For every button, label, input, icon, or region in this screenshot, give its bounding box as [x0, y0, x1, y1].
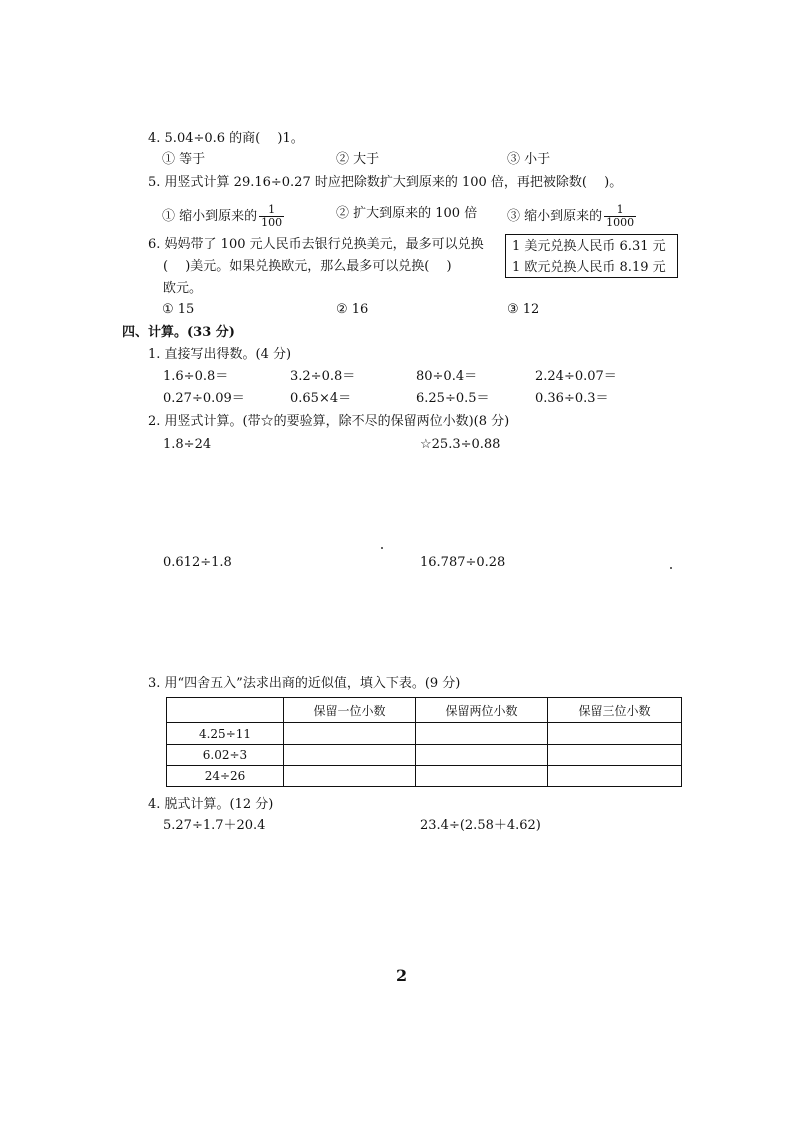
q5-stem: 5. 用竖式计算 29.16÷0.27 时应把除数扩大到原来的 100 倍，再把被除数( )。	[148, 175, 623, 190]
table-header-row	[167, 698, 682, 723]
fraction-numerator: 1	[259, 204, 284, 217]
fraction-numerator: 1	[604, 204, 636, 217]
fraction-one-hundredth	[259, 204, 284, 229]
row-label: 24÷26	[167, 765, 284, 786]
vertical-calc-problem: 16.787÷0.28	[420, 555, 506, 570]
section-4-title: 四、计算。(33 分)	[122, 325, 235, 340]
q6-option-2: ② 16	[336, 302, 369, 317]
eur-rate: 1 欧元兑换人民币 8.19 元	[512, 260, 666, 275]
scan-speck	[670, 567, 672, 569]
q5-option-2: ② 扩大到原来的 100 倍	[336, 206, 478, 221]
mental-calc: 2.24÷0.07＝	[535, 369, 617, 384]
q6-line-3: 欧元。	[163, 281, 203, 296]
mental-calc: 3.2÷0.8＝	[290, 369, 356, 384]
q4-option-2: ② 大于	[336, 152, 380, 167]
mental-calc: 80÷0.4＝	[416, 369, 478, 384]
answer-cell[interactable]	[284, 765, 416, 786]
table-header-cell: 保留三位小数	[548, 698, 682, 723]
q6-line-2: ( )美元。如果兑换欧元，那么最多可以兑换( )	[163, 259, 452, 274]
mental-calc: 0.36÷0.3＝	[535, 391, 609, 406]
table-header-cell: 保留一位小数	[284, 698, 416, 723]
mental-calc: 0.65×4＝	[290, 391, 352, 406]
fraction-denominator: 100	[261, 216, 283, 229]
mental-calc: 0.27÷0.09＝	[163, 391, 245, 406]
q4-stem: 4. 5.04÷0.6 的商( )1。	[148, 131, 304, 146]
q5-option-3	[507, 204, 636, 229]
rounding-table	[166, 697, 682, 787]
table-row	[167, 765, 682, 786]
vertical-calc-problem: ☆25.3÷0.88	[420, 437, 501, 452]
table-row	[167, 723, 682, 744]
scan-speck	[381, 547, 383, 549]
table-row	[167, 744, 682, 765]
step-calc-problem: 5.27÷1.7＋20.4	[163, 818, 266, 833]
answer-cell[interactable]	[416, 723, 548, 744]
part-4-title: 4. 脱式计算。(12 分)	[148, 797, 274, 812]
exchange-rate-box	[505, 234, 678, 278]
part-2-title: 2. 用竖式计算。(带☆的要验算，除不尽的保留两位小数)(8 分)	[148, 414, 510, 429]
answer-cell[interactable]	[416, 765, 548, 786]
answer-cell[interactable]	[548, 744, 682, 765]
q6-line-1: 6. 妈妈带了 100 元人民币去银行兑换美元，最多可以兑换	[148, 237, 484, 252]
part-1-title: 1. 直接写出得数。(4 分)	[148, 347, 292, 362]
fraction-one-thousandth	[604, 204, 636, 229]
q6-option-1: ① 15	[162, 302, 195, 317]
answer-cell[interactable]	[284, 723, 416, 744]
answer-cell[interactable]	[416, 744, 548, 765]
step-calc-problem: 23.4÷(2.58＋4.62)	[420, 818, 541, 833]
row-label: 4.25÷11	[167, 723, 284, 744]
q4-option-3: ③ 小于	[507, 152, 551, 167]
table-header-cell: 保留两位小数	[416, 698, 548, 723]
answer-cell[interactable]	[548, 723, 682, 744]
answer-cell[interactable]	[284, 744, 416, 765]
vertical-calc-problem: 0.612÷1.8	[163, 555, 232, 570]
mental-calc: 6.25÷0.5＝	[416, 391, 490, 406]
mental-calc: 1.6÷0.8＝	[163, 369, 229, 384]
answer-cell[interactable]	[548, 765, 682, 786]
q6-option-3: ③ 12	[507, 302, 540, 317]
q5-option-3-text: ③ 缩小到原来的	[507, 209, 603, 224]
fraction-denominator: 1000	[606, 216, 635, 229]
page-number: 2	[396, 966, 408, 985]
part-3-title: 3. 用“四舍五入”法求出商的近似值，填入下表。(9 分)	[148, 676, 461, 691]
q5-option-1	[162, 204, 284, 229]
usd-rate: 1 美元兑换人民币 6.31 元	[512, 239, 666, 254]
row-label: 6.02÷3	[167, 744, 284, 765]
q5-option-1-text: ① 缩小到原来的	[162, 209, 258, 224]
table-header-cell	[167, 698, 284, 723]
q4-option-1: ① 等于	[162, 152, 206, 167]
vertical-calc-problem: 1.8÷24	[163, 437, 212, 452]
